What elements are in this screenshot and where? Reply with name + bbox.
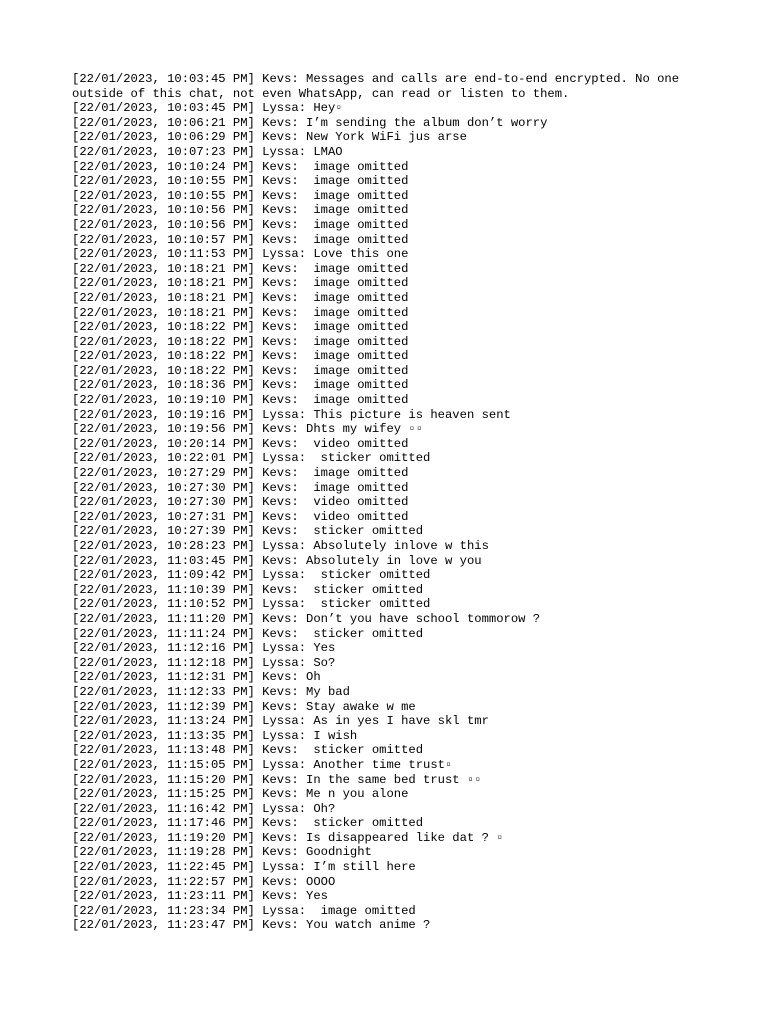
transcript-line: [22/01/2023, 10:18:21 PM] Kevs: image omitted (72, 290, 409, 305)
transcript-line: [22/01/2023, 10:10:57 PM] Kevs: image omitted (72, 232, 409, 247)
transcript-line: [22/01/2023, 10:03:45 PM] Kevs: Messages and calls are end-to-end encrypted. No one outside of this chat, not even WhatsApp, can read or listen to them. (72, 72, 687, 101)
transcript-line: [22/01/2023, 10:10:55 PM] Kevs: image omitted (72, 174, 409, 189)
transcript-line: [22/01/2023, 11:22:57 PM] Kevs: OOOO (72, 874, 336, 889)
transcript-line: [22/01/2023, 10:27:30 PM] Kevs: video omitted (72, 495, 409, 510)
transcript-line: [22/01/2023, 10:10:56 PM] Kevs: image omitted (72, 203, 409, 218)
transcript-line: [22/01/2023, 10:10:24 PM] Kevs: image omitted (72, 159, 409, 174)
transcript-line: [22/01/2023, 10:07:23 PM] Lyssa: LMAO (72, 144, 343, 159)
transcript-line: [22/01/2023, 10:27:39 PM] Kevs: sticker omitted (72, 524, 424, 539)
transcript-line: [22/01/2023, 10:06:29 PM] Kevs: New York WiFi jus arse (72, 130, 467, 145)
transcript-line: [22/01/2023, 10:18:36 PM] Kevs: image omitted (72, 378, 409, 393)
transcript-line: [22/01/2023, 11:17:46 PM] Kevs: sticker omitted (72, 816, 424, 831)
transcript-line: [22/01/2023, 11:15:20 PM] Kevs: In the same bed trust ▫▫ (72, 772, 482, 787)
transcript-line: [22/01/2023, 11:12:18 PM] Lyssa: So? (72, 655, 336, 670)
transcript-line: [22/01/2023, 11:12:31 PM] Kevs: Oh (72, 670, 321, 685)
transcript-line: [22/01/2023, 11:09:42 PM] Lyssa: sticker omitted (72, 568, 431, 583)
transcript-line: [22/01/2023, 10:18:21 PM] Kevs: image omitted (72, 261, 409, 276)
transcript-line: [22/01/2023, 11:15:05 PM] Lyssa: Another time trust▫ (72, 757, 453, 772)
transcript-line: [22/01/2023, 10:27:31 PM] Kevs: video omitted (72, 509, 409, 524)
transcript-line: [22/01/2023, 10:20:14 PM] Kevs: video omitted (72, 436, 409, 451)
transcript-line: [22/01/2023, 10:22:01 PM] Lyssa: sticker omitted (72, 451, 431, 466)
chat-transcript (72, 72, 712, 933)
transcript-line: [22/01/2023, 10:19:56 PM] Kevs: Dhts my wifey ▫▫ (72, 422, 424, 437)
transcript-line: [22/01/2023, 11:19:28 PM] Kevs: Goodnight (72, 845, 372, 860)
transcript-line: [22/01/2023, 11:10:39 PM] Kevs: sticker omitted (72, 582, 424, 597)
transcript-line: [22/01/2023, 11:11:24 PM] Kevs: sticker omitted (72, 626, 424, 641)
transcript-line: [22/01/2023, 11:11:20 PM] Kevs: Don’t you have school tommorow ? (72, 611, 541, 626)
transcript-line: [22/01/2023, 11:12:33 PM] Kevs: My bad (72, 684, 350, 699)
transcript-line: [22/01/2023, 11:13:24 PM] Lyssa: As in yes I have skl tmr (72, 714, 489, 729)
transcript-line: [22/01/2023, 11:13:48 PM] Kevs: sticker omitted (72, 743, 424, 758)
transcript-line: [22/01/2023, 10:06:21 PM] Kevs: I’m sending the album don’t worry (72, 115, 548, 130)
transcript-line: [22/01/2023, 11:13:35 PM] Lyssa: I wish (72, 728, 358, 743)
transcript-line: [22/01/2023, 11:12:39 PM] Kevs: Stay awake w me (72, 699, 416, 714)
transcript-line: [22/01/2023, 11:10:52 PM] Lyssa: sticker omitted (72, 597, 431, 612)
transcript-line: [22/01/2023, 11:16:42 PM] Lyssa: Oh? (72, 801, 336, 816)
transcript-line: [22/01/2023, 11:23:34 PM] Lyssa: image omitted (72, 903, 416, 918)
transcript-line: [22/01/2023, 11:15:25 PM] Kevs: Me n you alone (72, 787, 409, 802)
transcript-line: [22/01/2023, 10:27:30 PM] Kevs: image omitted (72, 480, 409, 495)
transcript-line: [22/01/2023, 10:18:22 PM] Kevs: image omitted (72, 334, 409, 349)
transcript-line: [22/01/2023, 10:18:21 PM] Kevs: image omitted (72, 305, 409, 320)
transcript-line: [22/01/2023, 10:18:22 PM] Kevs: image omitted (72, 320, 409, 335)
transcript-line: [22/01/2023, 10:27:29 PM] Kevs: image omitted (72, 466, 409, 481)
transcript-line: [22/01/2023, 11:03:45 PM] Kevs: Absolutely in love w you (72, 553, 482, 568)
transcript-line: [22/01/2023, 10:18:21 PM] Kevs: image omitted (72, 276, 409, 291)
transcript-line: [22/01/2023, 11:22:45 PM] Lyssa: I’m still here (72, 860, 416, 875)
transcript-line: [22/01/2023, 11:23:11 PM] Kevs: Yes (72, 889, 328, 904)
transcript-line: [22/01/2023, 11:12:16 PM] Lyssa: Yes (72, 641, 336, 656)
transcript-line: [22/01/2023, 10:19:10 PM] Kevs: image omitted (72, 393, 409, 408)
transcript-line: [22/01/2023, 10:10:55 PM] Kevs: image omitted (72, 188, 409, 203)
transcript-line: [22/01/2023, 10:18:22 PM] Kevs: image omitted (72, 349, 409, 364)
transcript-line: [22/01/2023, 10:18:22 PM] Kevs: image omitted (72, 363, 409, 378)
transcript-line: [22/01/2023, 10:19:16 PM] Lyssa: This picture is heaven sent (72, 407, 511, 422)
transcript-line: [22/01/2023, 11:23:47 PM] Kevs: You watch anime ? (72, 918, 431, 933)
transcript-line: [22/01/2023, 10:03:45 PM] Lyssa: Hey▫ (72, 101, 343, 116)
transcript-line: [22/01/2023, 10:28:23 PM] Lyssa: Absolutely inlove w this (72, 539, 489, 553)
transcript-line: [22/01/2023, 10:11:53 PM] Lyssa: Love this one (72, 247, 409, 262)
transcript-line: [22/01/2023, 11:19:20 PM] Kevs: Is disappeared like dat ? ▫ (72, 830, 504, 845)
transcript-line: [22/01/2023, 10:10:56 PM] Kevs: image omitted (72, 217, 409, 232)
